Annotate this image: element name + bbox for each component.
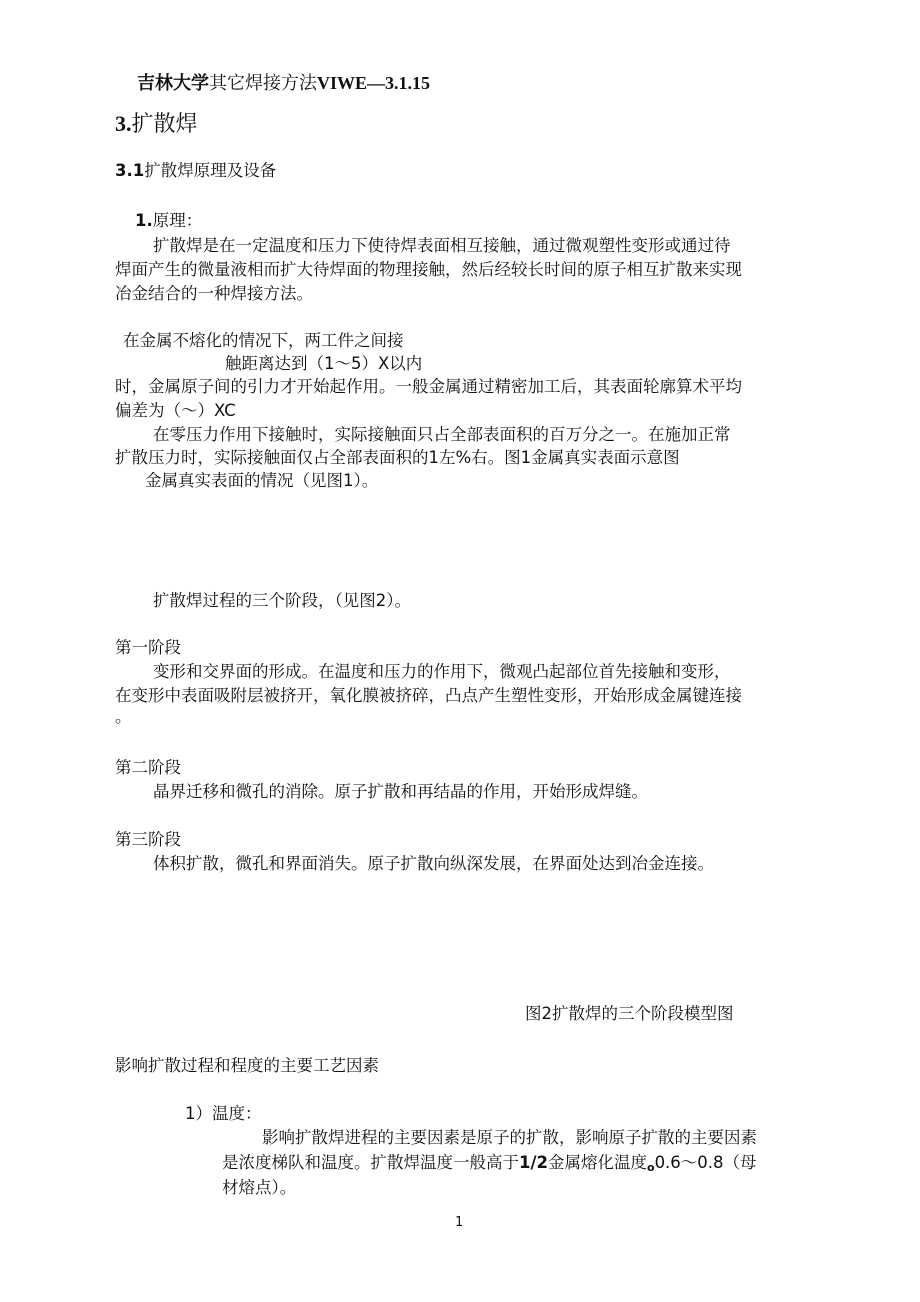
principle-line: 焊面产生的微量液相而扩大待焊面的物理接触，然后经较长时间的原子相互扩散来实现 xyxy=(115,260,742,279)
surface-line: 时，金属原子间的引力才开始起作用。一般金属通过精密加工后，其表面轮廓算术平均 xyxy=(115,377,742,396)
header-code: VIWE—3.1.15 xyxy=(317,73,431,93)
chapter-title xyxy=(115,110,198,139)
surface-line: 在金属不熔化的情况下，两工件之间接 xyxy=(123,331,404,350)
temperature-fraction: 1/2 xyxy=(519,1153,548,1172)
header-org: 吉林大学 xyxy=(137,73,209,94)
document-header xyxy=(137,72,430,95)
page-number: 1 xyxy=(455,1215,464,1230)
stage-line: 体积扩散，微孔和界面消失。原子扩散向纵深发展，在界面处达到冶金连接。 xyxy=(153,854,714,873)
temperature-range: 0.6～0.8（母 xyxy=(654,1153,757,1172)
temperature-line: 材熔点）。 xyxy=(222,1178,297,1197)
stage-line: 晶界迁移和微孔的消除。原子扩散和再结晶的作用，开始形成焊缝。 xyxy=(153,782,648,801)
principle-line: 冶金结合的一种焊接方法。 xyxy=(115,284,313,303)
surface-line: 金属真实表面的情况（见图1）。 xyxy=(145,471,379,490)
temperature-text: 是浓度梯队和温度。扩散焊温度一般高于 xyxy=(222,1153,519,1172)
chapter-number: 3. xyxy=(115,111,132,136)
stage-title: 第二阶段 xyxy=(115,758,181,777)
temperature-line xyxy=(222,1152,757,1179)
temperature-line: 影响扩散焊进程的主要因素是原子的扩散，影响原子扩散的主要因素 xyxy=(262,1128,757,1147)
principle-line: 扩散焊是在一定温度和压力下使待焊表面相互接触，通过微观塑性变形或通过待 xyxy=(153,236,731,255)
figure-caption: 图2扩散焊的三个阶段模型图 xyxy=(525,1004,734,1023)
section-title xyxy=(115,160,276,182)
stage-line: 在变形中表面吸附层被挤开，氧化膜被挤碎，凸点产生塑性变形，开始形成金属键连接 xyxy=(115,686,742,705)
stage-line: 。 xyxy=(115,707,132,726)
principle-number: 1. xyxy=(135,211,153,230)
stage-title: 第一阶段 xyxy=(115,638,181,657)
factors-title: 影响扩散过程和程度的主要工艺因素 xyxy=(115,1056,379,1075)
temperature-subscript: o xyxy=(647,1161,655,1174)
surface-line: 偏差为（～）XC xyxy=(115,401,236,420)
stages-intro: 扩散焊过程的三个阶段，（见图2）。 xyxy=(153,591,411,610)
surface-line: 扩散压力时，实际接触面仅占全部表面积的1左%右。图1金属真实表面示意图 xyxy=(115,448,680,467)
header-course: 其它焊接方法 xyxy=(209,73,317,93)
principle-heading xyxy=(135,210,202,232)
chapter-text: 扩散焊 xyxy=(131,112,198,137)
temperature-text: 金属熔化温度 xyxy=(548,1153,647,1172)
stage-line: 变形和交界面的形成。在温度和压力的作用下，微观凸起部位首先接触和变形， xyxy=(153,662,731,681)
surface-line: 在零压力作用下接触时，实际接触面只占全部表面积的百万分之一。在施加正常 xyxy=(153,425,731,444)
stage-title: 第三阶段 xyxy=(115,830,181,849)
section-number: 3.1 xyxy=(115,161,145,180)
surface-line: 触距离达到（1～5）X以内 xyxy=(225,354,423,373)
principle-label: 原理： xyxy=(152,211,203,230)
temperature-label: 1）温度： xyxy=(185,1104,262,1123)
section-text: 扩散焊原理及设备 xyxy=(144,161,277,180)
